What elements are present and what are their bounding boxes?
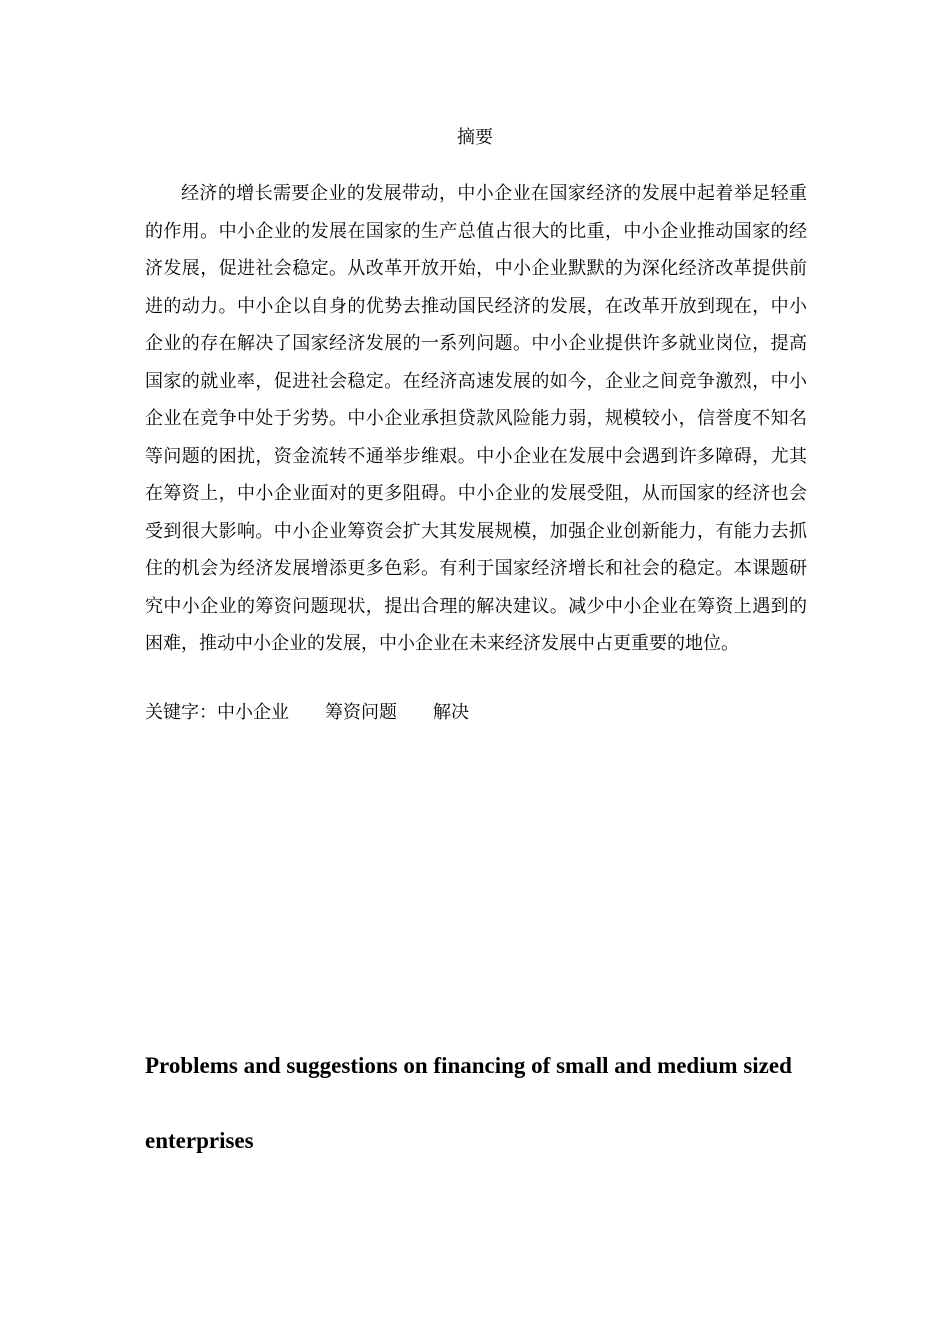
english-title: Problems and suggestions on financing of small and medium sized enterprises xyxy=(145,1053,792,1153)
keyword-3: 解决 xyxy=(433,702,469,723)
keyword-1: 中小企业 xyxy=(217,702,289,723)
abstract-title: 摘要 xyxy=(457,127,493,148)
keywords-label: 关键字： xyxy=(145,702,217,723)
keywords-line xyxy=(145,698,505,728)
keyword-2: 筹资问题 xyxy=(325,702,397,723)
abstract-body: 经济的增长需要企业的发展带动，中小企业在国家经济的发展中起着举足轻重的作用。中小企业的发展在国家的生产总值占很大的比重，中小企业推动国家的经济发展，促进社会稳定。从改革开放开始，中小企业默默的为深化经济改革提供前进的动力。中小企以自身的优势去推动国民经济的发展，在改革开放到现在，中小企业的存在解决了国家经济发展的一系列问题。中小企业提供许多就业岗位，提高国家的就业率，促进社会稳定。在经济高速发展的如今，企业之间竞争激烈，中小企业在竞争中处于劣势。中小企业承担贷款风险能力弱，规模较小，信誉度不知名等问题的困扰，资金流转不通举步维艰。中小企业在发展中会遇到许多障碍，尤其在筹资上，中小企业面对的更多阻碍。中小企业的发展受阻，从而国家的经济也会受到很大影响。中小企业筹资会扩大其发展规模，加强企业创新能力，有能力去抓住的机会为经济发展增添更多色彩。有利于国家经济增长和社会的稳定。本课题研究中小企业的筹资问题现状，提出合理的解决建议。减少中小企业在筹资上遇到的困难，推动中小企业的发展，中小企业在未来经济发展中占更重要的地位。 xyxy=(145,183,807,654)
